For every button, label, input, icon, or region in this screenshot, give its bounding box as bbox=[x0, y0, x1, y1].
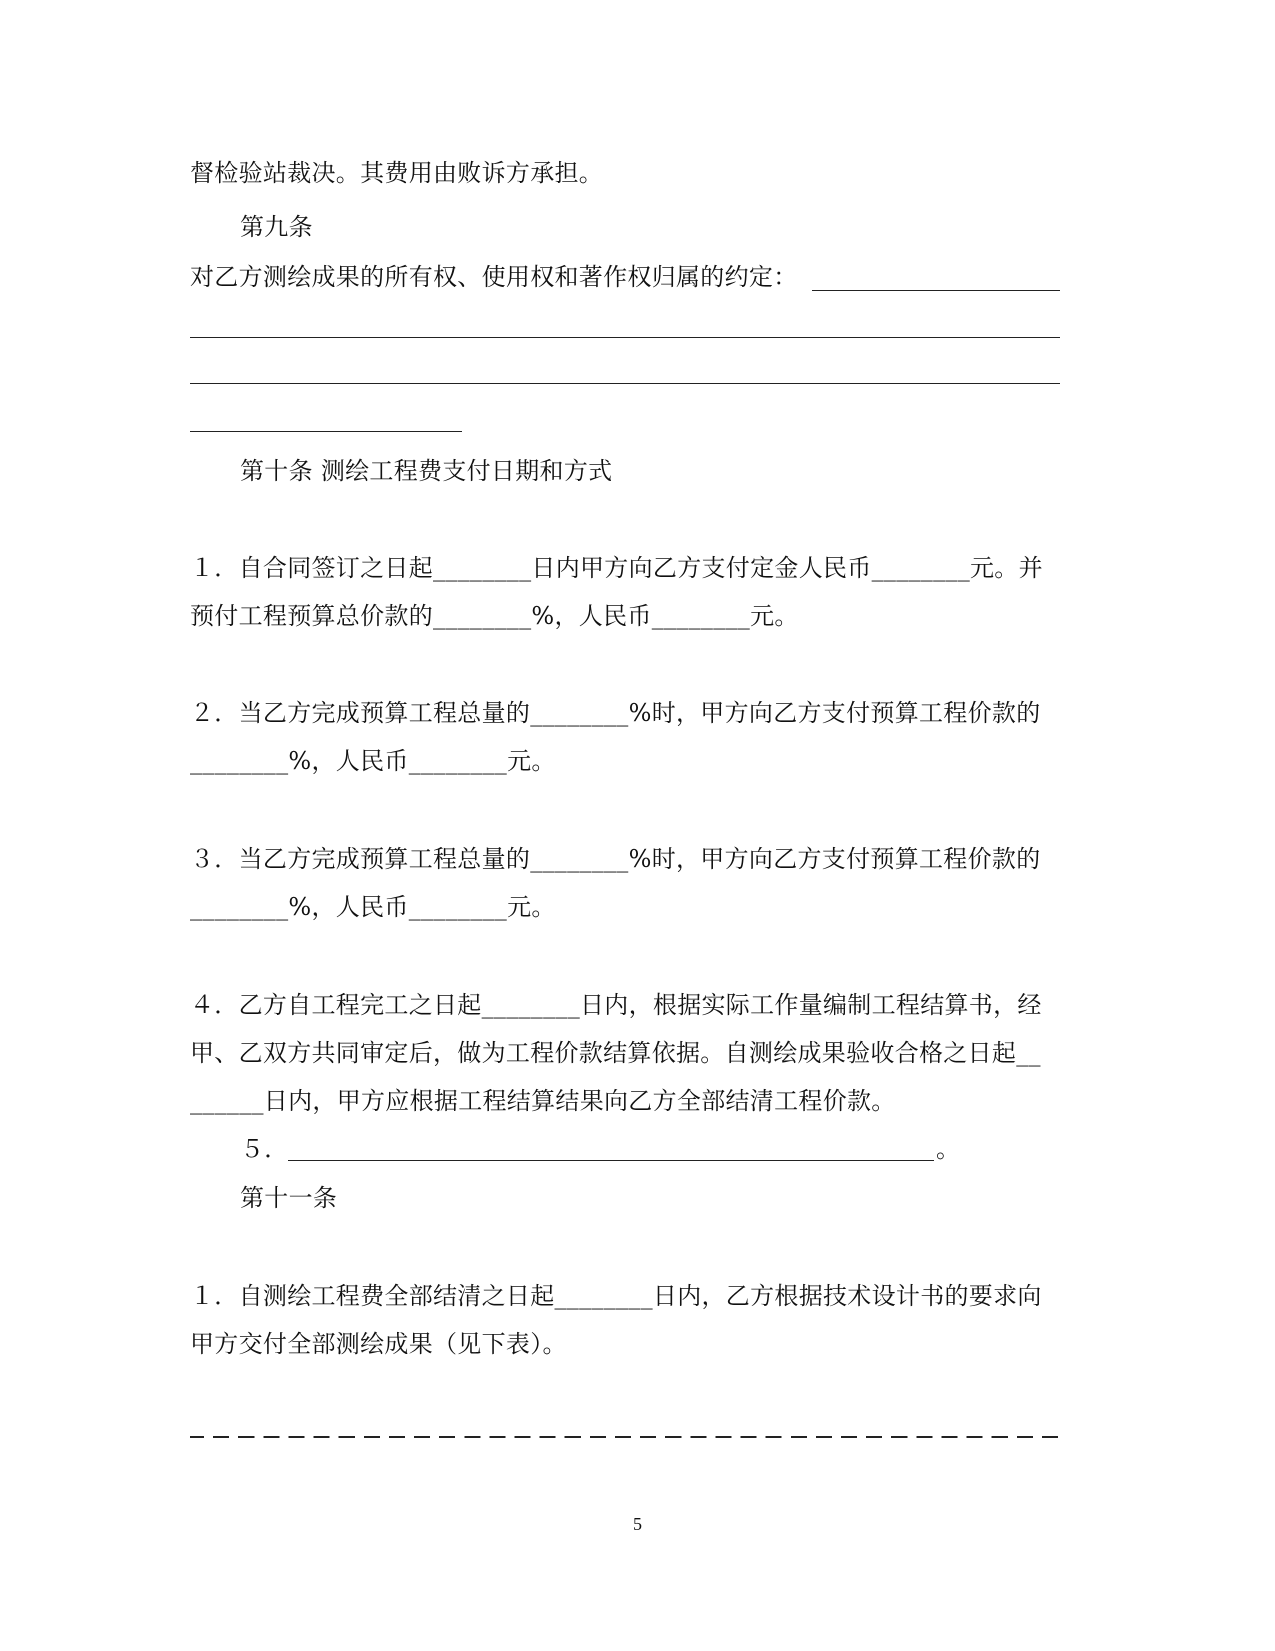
fill-blank-line bbox=[190, 383, 1060, 384]
clause-line: ４．乙方自工程完工之日起________日内，根据实际工作量编制工程结算书，经 bbox=[190, 991, 1042, 1019]
clause-line: 预付工程预算总价款的________%，人民币________元。 bbox=[190, 602, 799, 630]
clause-line: 甲、乙双方共同审定后，做为工程价款结算依据。自测绘成果验收合格之日起__ bbox=[190, 1039, 1041, 1067]
clause-line: １．自测绘工程费全部结清之日起________日内，乙方根据技术设计书的要求向 bbox=[190, 1282, 1042, 1310]
article-eleven-heading: 第十一条 bbox=[240, 1184, 338, 1212]
clause-line: 甲方交付全部测绘成果（见下表）。 bbox=[190, 1330, 567, 1358]
clause-line: ________%，人民币________元。 bbox=[190, 893, 556, 921]
fill-blank-line bbox=[812, 290, 1060, 291]
clause-line: ２．当乙方完成预算工程总量的________%时，甲方向乙方支付预算工程价款的 bbox=[190, 699, 1041, 727]
article-nine-heading: 第九条 bbox=[240, 213, 313, 241]
paragraph-line: 对乙方测绘成果的所有权、使用权和著作权归属的约定： bbox=[190, 263, 798, 291]
fill-blank-line bbox=[288, 1160, 934, 1161]
article-ten-heading: 第十条 测绘工程费支付日期和方式 bbox=[240, 457, 613, 485]
clause-end-mark: 。 bbox=[936, 1135, 961, 1163]
paragraph-line: 督检验站裁决。其费用由败诉方承担。 bbox=[190, 159, 604, 187]
fill-blank-line bbox=[190, 431, 462, 432]
page-number: 5 bbox=[633, 1514, 642, 1534]
clause-line: ______日内，甲方应根据工程结算结果向乙方全部结清工程价款。 bbox=[190, 1087, 896, 1115]
clause-line: ________%，人民币________元。 bbox=[190, 747, 556, 775]
clause-number: ５． bbox=[240, 1135, 289, 1163]
clause-line: ３．当乙方完成预算工程总量的________%时，甲方向乙方支付预算工程价款的 bbox=[190, 845, 1041, 873]
clause-line: １．自合同签订之日起________日内甲方向乙方支付定金人民币________元。并 bbox=[190, 554, 1043, 582]
dashed-separator bbox=[190, 1436, 1060, 1438]
fill-blank-line bbox=[190, 337, 1060, 338]
